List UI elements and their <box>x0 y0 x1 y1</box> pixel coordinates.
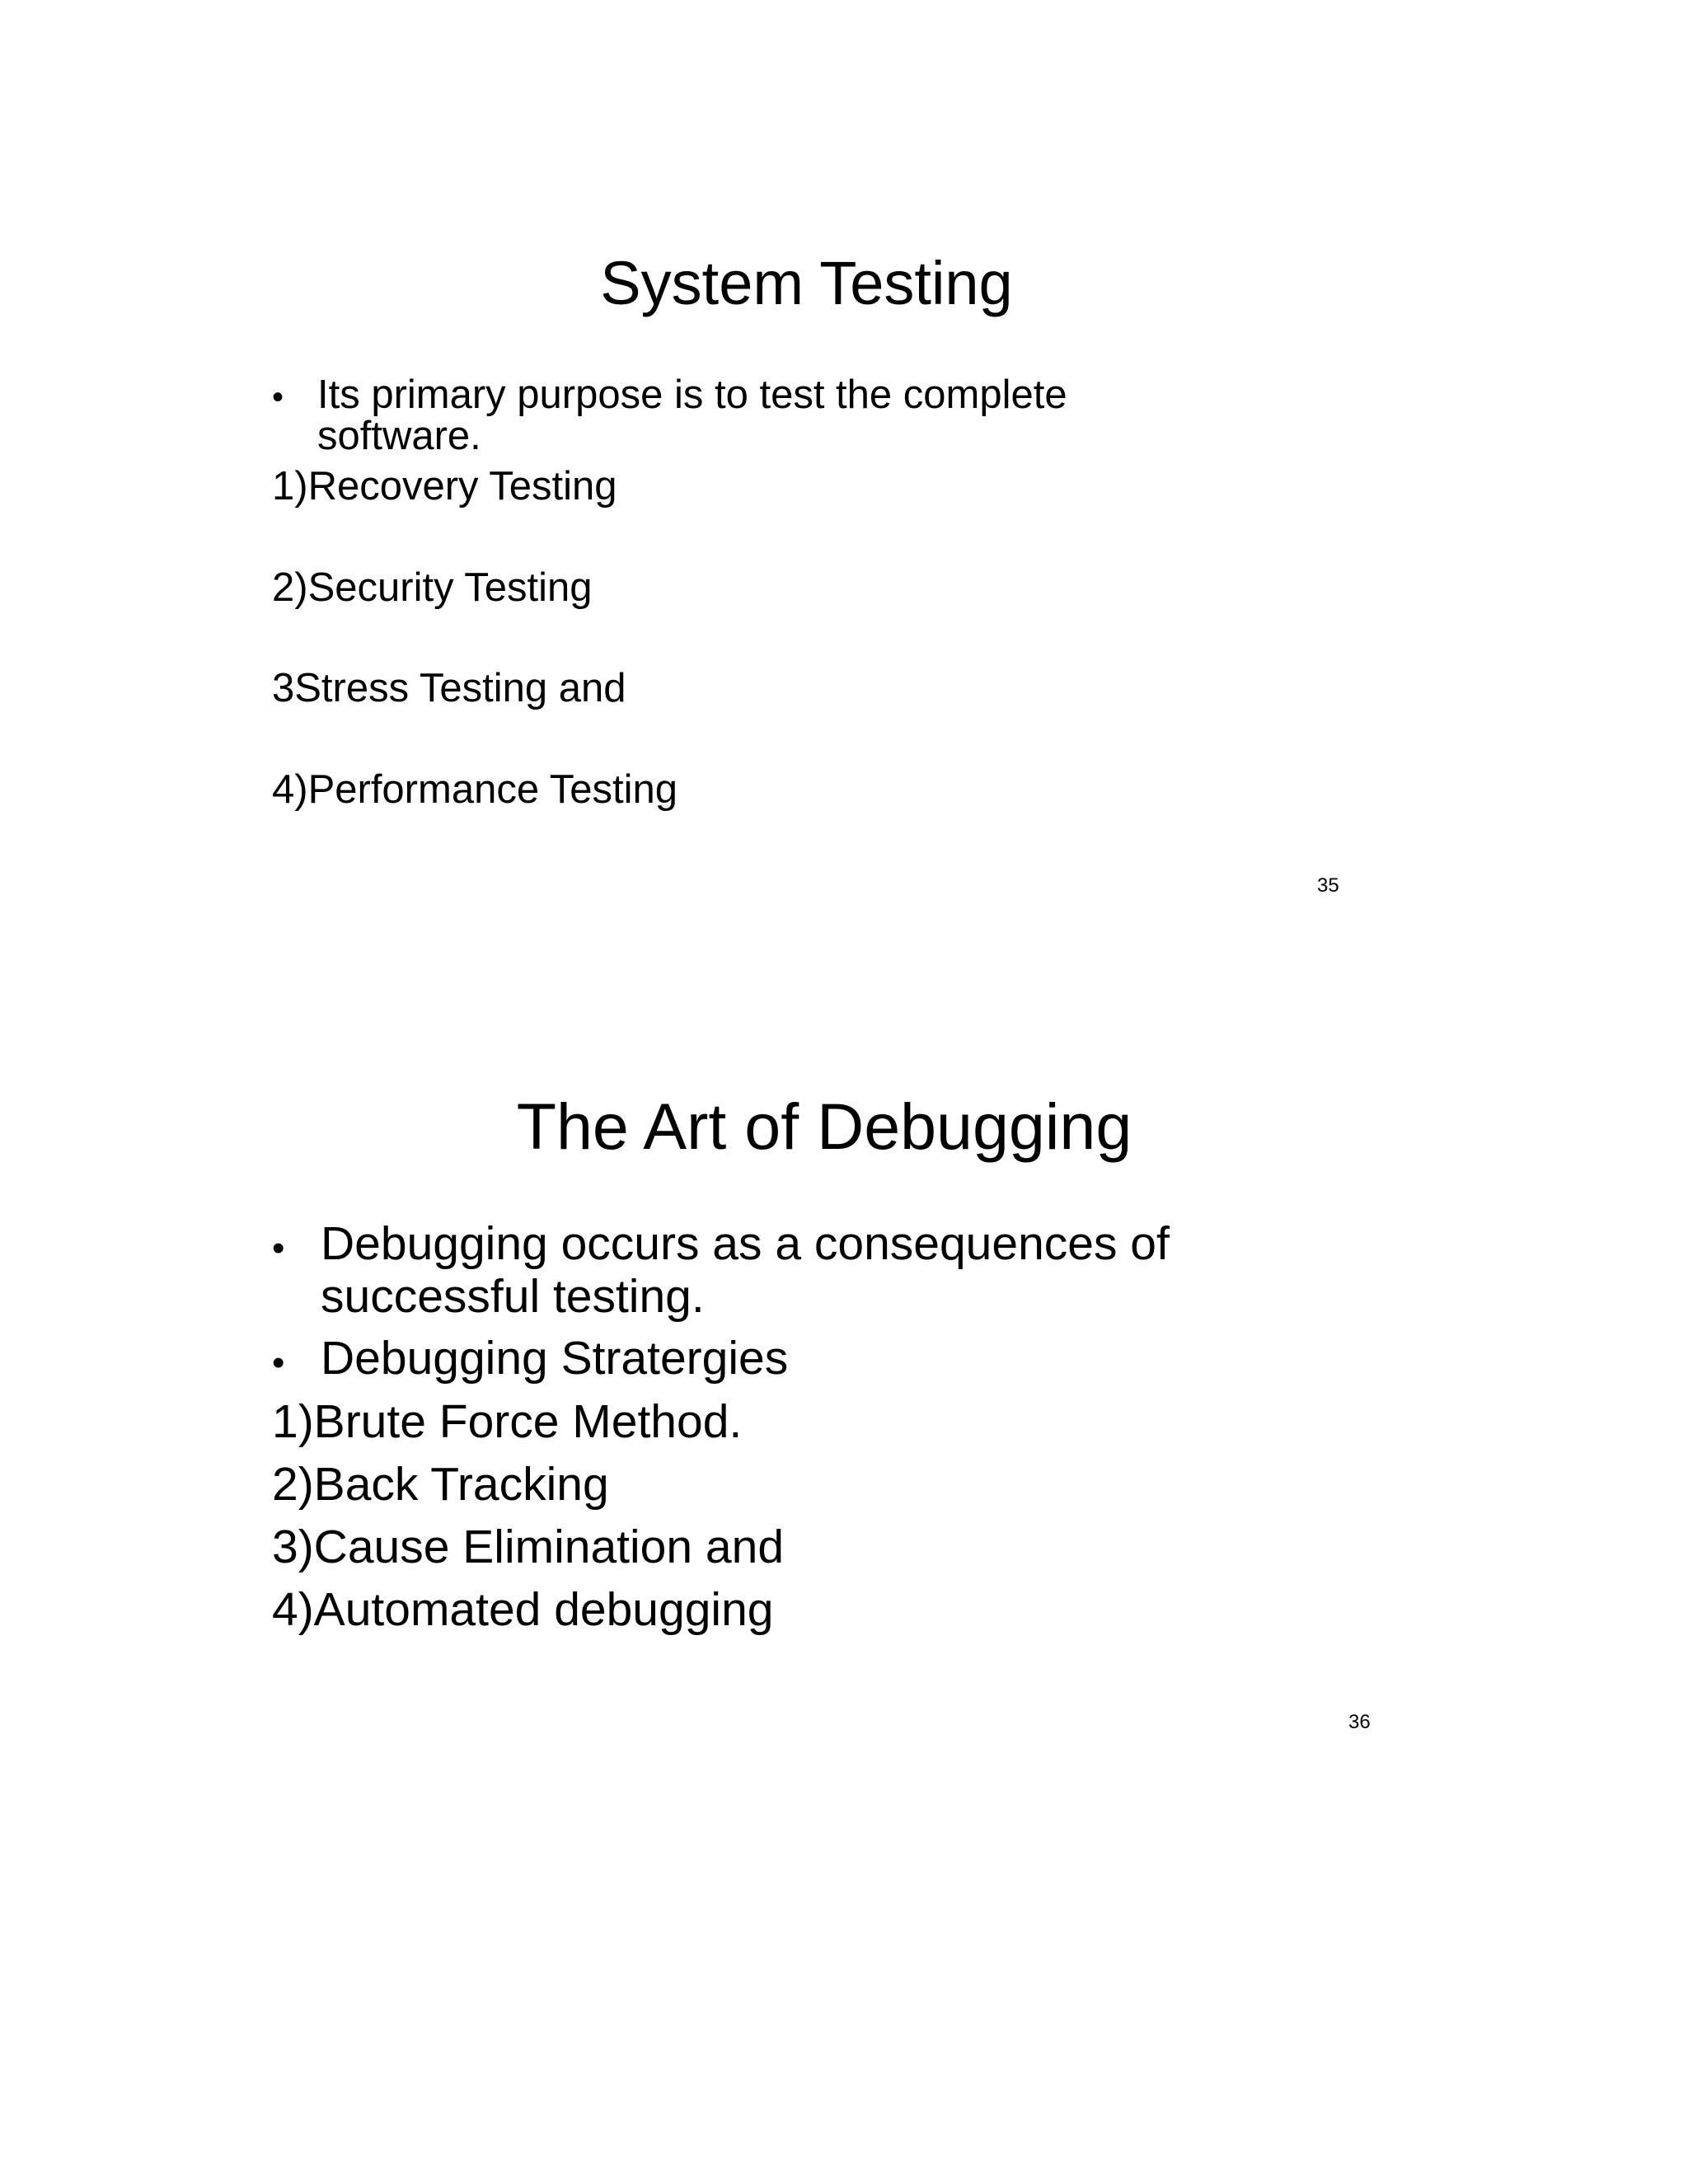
bullet-text-line: software. <box>317 414 481 458</box>
slide-title: System Testing <box>600 249 1013 317</box>
list-item: 4)Performance Testing <box>272 767 678 812</box>
bullet-icon: • <box>272 1228 285 1268</box>
bullet-text-line: Debugging occurs as a consequences of <box>321 1217 1170 1270</box>
bullet-text-line: successful testing. <box>321 1270 705 1323</box>
bullet-text-line: Its primary purpose is to test the complete <box>317 373 1067 417</box>
list-item: 1)Recovery Testing <box>272 464 617 509</box>
bullet-icon: • <box>272 379 284 415</box>
list-item: 2)Back Tracking <box>272 1458 609 1511</box>
list-item: 3)Cause Elimination and <box>272 1521 785 1573</box>
page-number: 36 <box>1348 1711 1371 1733</box>
list-item: 2)Security Testing <box>272 565 593 610</box>
bullet-icon: • <box>272 1343 285 1383</box>
bullet-text-line: Debugging Stratergies <box>321 1332 789 1385</box>
list-item: 1)Brute Force Method. <box>272 1395 743 1448</box>
list-item: 4)Automated debugging <box>272 1583 774 1636</box>
page-number: 35 <box>1317 874 1339 897</box>
list-item: 3Stress Testing and <box>272 666 626 710</box>
slide-title: The Art of Debugging <box>516 1090 1132 1163</box>
